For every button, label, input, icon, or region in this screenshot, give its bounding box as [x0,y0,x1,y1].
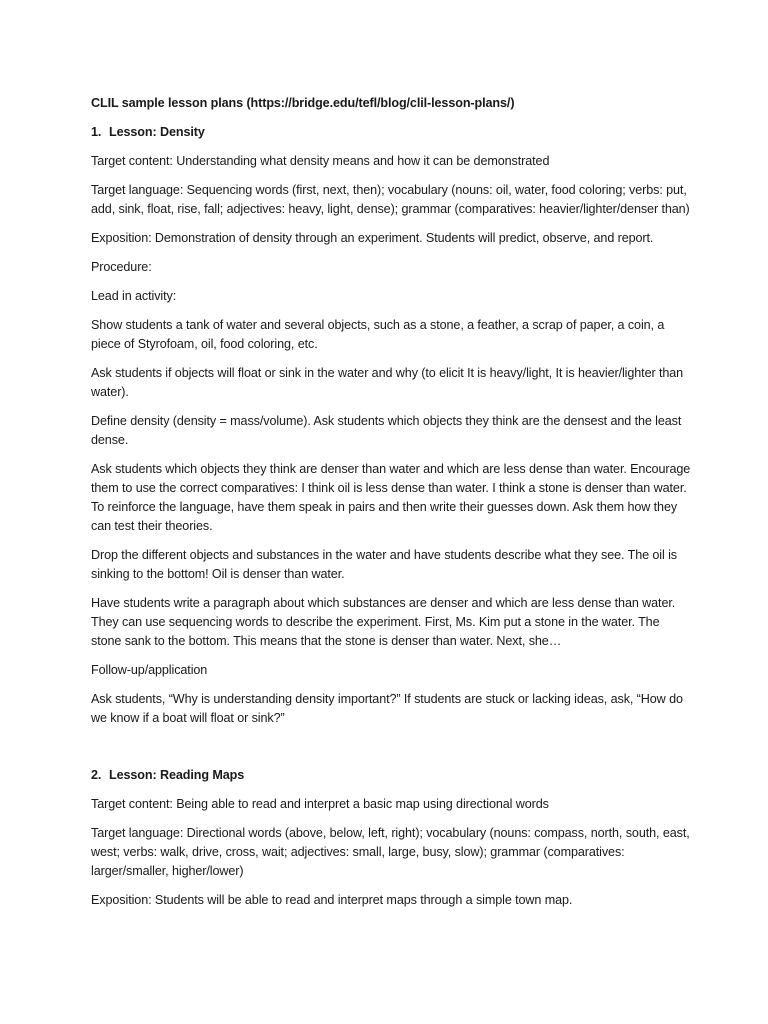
lesson-2-target-content: Target content: Being able to read and interpret a basic map using directional words [91,797,549,811]
document-title: CLIL sample lesson plans (https://bridge.edu/tefl/blog/clil-lesson-plans/) [91,96,515,110]
lesson-1-title: Lesson: Density [109,125,205,139]
lesson-1-target-language: Target language: Sequencing words (first, next, then); vocabulary (nouns: oil, water, food coloring; verbs: put, add, sink, float, rise, fall; adjectives: heavy, light, dense); grammar (comparatives: heavier/lighter/denser than) [91,183,690,216]
lesson-1-procedure-label: Procedure: [91,260,152,274]
lesson-1-follow-up-question: Ask students, “Why is understanding density important?” If students are stuck or lacking ideas, ask, “How do we know if a boat will float or sink?” [91,692,683,725]
lesson-1-step-float-or-sink: Ask students if objects will float or sink in the water and why (to elicit It is heavy/light, It is heavier/lighter than water). [91,366,684,399]
lesson-1-step-define-density: Define density (density = mass/volume). Ask students which objects they think are the densest and the least dense. [91,414,682,447]
lesson-1-heading [91,123,691,142]
lesson-1-step-compare-density: Ask students which objects they think are denser than water and which are less dense than water. Encourage them to use the correct comparatives: I think oil is less dense than water. I think a stone is denser than water. To reinforce the language, have them speak in pairs and then write their guesses down. Ask them how they can test their theories. [91,462,691,533]
lesson-1-step-show-objects: Show students a tank of water and several objects, such as a stone, a feather, a scrap of paper, a coin, a piece of Styrofoam, oil, food coloring, etc. [91,318,665,351]
lesson-2-title: Lesson: Reading Maps [109,768,245,782]
lesson-1-exposition: Exposition: Demonstration of density through an experiment. Students will predict, observe, and report. [91,231,654,245]
lesson-1-step-drop-objects: Drop the different objects and substances in the water and have students describe what they see. The oil is sinking to the bottom! Oil is denser than water. [91,548,677,581]
lesson-2-number: 2. [91,768,102,782]
lesson-2-heading [91,766,691,785]
section-spacer [91,738,691,766]
document-page [91,94,691,920]
lesson-1-step-write-paragraph: Have students write a paragraph about which substances are denser and which are less dense than water. They can use sequencing words to describe the experiment. First, Ms. Kim put a stone in the water. The stone sank to the bottom. This means that the stone is denser than water. Next, she… [91,596,676,648]
lesson-1-target-content: Target content: Understanding what density means and how it can be demonstrated [91,154,550,168]
lesson-2-exposition: Exposition: Students will be able to read and interpret maps through a simple town map. [91,893,573,907]
lesson-2-target-language: Target language: Directional words (above, below, left, right); vocabulary (nouns: compass, north, south, east, west; verbs: walk, drive, cross, wait; adjectives: small, large, busy, slow); grammar (comparatives: larger/smaller, higher/lower) [91,826,690,878]
lesson-1-lead-in-label: Lead in activity: [91,289,177,303]
lesson-1-follow-up-label: Follow-up/application [91,663,208,677]
lesson-1-number: 1. [91,125,102,139]
